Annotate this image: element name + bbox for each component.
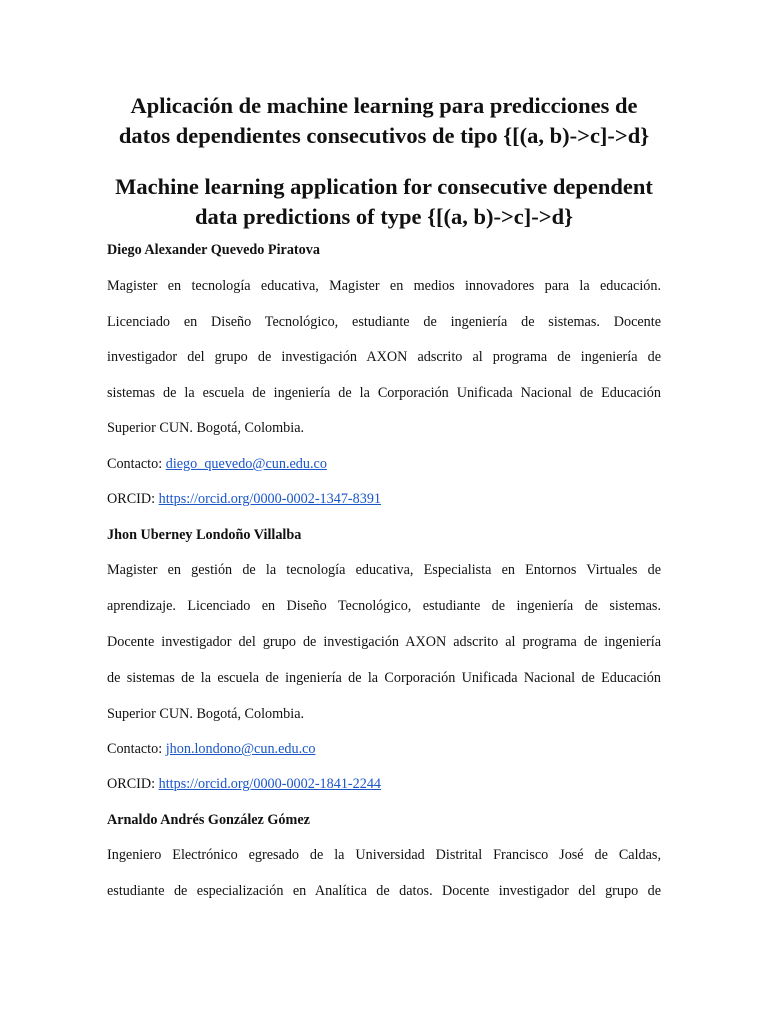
author-1-bio-line: Licenciado en Diseño Tecnológico, estudiante de ingeniería de sistemas. Docente	[107, 314, 661, 330]
author-1-bio-line: investigador del grupo de investigación AXON adscrito al programa de ingeniería de	[107, 349, 661, 365]
title-spanish-line-2: datos dependientes consecutivos de tipo {[(a, b)->c]->d}	[118, 123, 650, 148]
author-1-bio-line: Superior CUN. Bogotá, Colombia.	[107, 420, 305, 436]
author-2-bio-line: Magister en gestión de la tecnología educativa, Especialista en Entornos Virtuales de	[107, 562, 661, 578]
author-1-orcid	[107, 490, 661, 508]
author-1-email-link[interactable]: diego_quevedo@cun.edu.co	[165, 456, 327, 472]
author-3-name: Arnaldo Andrés González Gómez	[107, 812, 310, 828]
author-2-bio-line: aprendizaje. Licenciado en Diseño Tecnológico, estudiante de ingeniería de sistemas.	[107, 598, 661, 614]
orcid-label: ORCID:	[107, 776, 159, 792]
author-1-bio-line: sistemas de la escuela de ingeniería de la Corporación Unificada Nacional de Educación	[107, 385, 661, 401]
author-2-bio-line: de sistemas de la escuela de ingeniería de la Corporación Unificada Nacional de Educación	[107, 670, 661, 686]
author-1-bio-line: Magister en tecnología educativa, Magister en medios innovadores para la educación.	[107, 278, 661, 294]
contact-label: Contacto:	[107, 741, 166, 757]
author-2-bio-line: Superior CUN. Bogotá, Colombia.	[107, 706, 305, 722]
author-1-name: Diego Alexander Quevedo Piratova	[107, 242, 320, 258]
author-2-email-link[interactable]: jhon.londono@cun.edu.co	[165, 741, 316, 757]
author-2-contact	[107, 740, 661, 758]
author-3-bio-line: Ingeniero Electrónico egresado de la Universidad Distrital Francisco José de Caldas,	[107, 847, 661, 863]
author-2-orcid	[107, 775, 661, 793]
title-english	[80, 172, 688, 232]
author-2-bio-line: Docente investigador del grupo de investigación AXON adscrito al programa de ingeniería	[107, 634, 661, 650]
title-english-line-2: data predictions of type {[(a, b)->c]->d}	[195, 204, 573, 229]
title-spanish-line-1: Aplicación de machine learning para predicciones de	[130, 93, 638, 118]
author-2-orcid-link[interactable]: https://orcid.org/0000-0002-1841-2244	[158, 776, 382, 792]
title-english-line-1: Machine learning application for consecutive dependent	[115, 174, 653, 199]
author-3-bio-line: estudiante de especialización en Analítica de datos. Docente investigador del grupo de	[107, 883, 661, 899]
author-1-orcid-link[interactable]: https://orcid.org/0000-0002-1347-8391	[158, 491, 382, 507]
author-1-contact	[107, 455, 661, 473]
title-spanish	[80, 91, 688, 151]
author-2-name: Jhon Uberney Londoño Villalba	[107, 527, 302, 543]
orcid-label: ORCID:	[107, 491, 159, 507]
contact-label: Contacto:	[107, 456, 166, 472]
